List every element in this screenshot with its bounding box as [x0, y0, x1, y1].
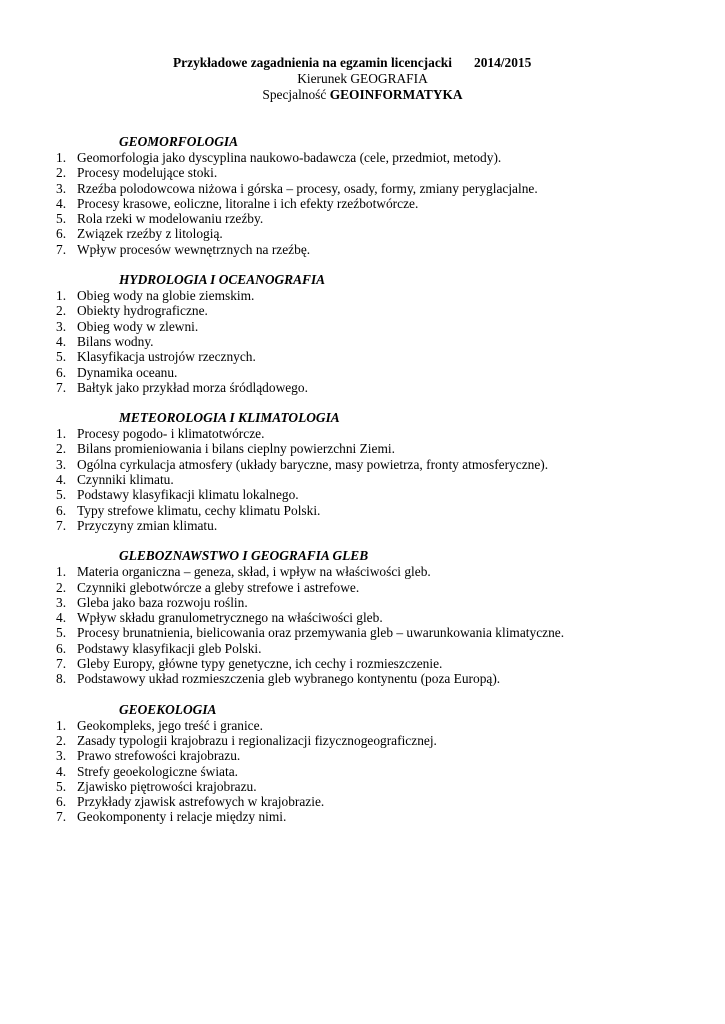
item-text: Klasyfikacja ustrojów rzecznych.: [77, 349, 256, 365]
item-text: Geomorfologia jako dyscyplina naukowo-badawcza (cele, przedmiot, metody).: [77, 150, 502, 165]
item-number: 2.: [56, 165, 67, 181]
list-item: [0, 319, 725, 334]
specialty-line: [0, 87, 725, 103]
item-number: 7.: [56, 809, 67, 825]
item-number: 1.: [56, 150, 67, 165]
item-number: 4.: [56, 472, 67, 488]
list-item: [0, 610, 725, 625]
section-title: GEOMORFOLOGIA: [119, 134, 239, 149]
list-item: [0, 349, 725, 364]
list-item: [0, 580, 725, 595]
item-text: Strefy geoekologiczne świata.: [77, 763, 239, 779]
list-item: [0, 809, 725, 824]
item-text: Dynamika oceanu.: [77, 364, 178, 380]
item-text: Bilans promieniowania i bilans cieplny powierzchni Ziemi.: [77, 441, 395, 457]
specialty-prefix: Specjalność: [262, 87, 330, 102]
list-item: [0, 211, 725, 226]
item-text: Procesy brunatnienia, bielicowania oraz przemywania gleb – uwarunkowania klimatyczne.: [77, 625, 565, 641]
item-text: Obieg wody w zlewni.: [77, 318, 199, 334]
item-number: 6.: [56, 794, 67, 810]
item-number: 4.: [56, 763, 67, 779]
title-line: [0, 55, 725, 71]
item-number: 8.: [56, 671, 67, 687]
academic-year: 2014/2015: [474, 55, 532, 70]
list-item: [0, 365, 725, 380]
specialty-name: GEOINFORMATYKA: [329, 87, 463, 102]
list-item: [0, 733, 725, 748]
item-text: Prawo strefowości krajobrazu.: [77, 748, 241, 764]
item-text: Procesy modelujące stoki.: [77, 165, 218, 181]
item-text: Wpływ procesów wewnętrznych na rzeźbę.: [77, 241, 311, 257]
item-number: 4.: [56, 610, 67, 626]
section-title: HYDROLOGIA I OCEANOGRAFIA: [119, 272, 326, 288]
item-number: 5.: [56, 349, 67, 365]
list-item: [0, 150, 725, 165]
list-item: [0, 671, 725, 686]
topic-section: [0, 702, 725, 825]
list-item: [0, 503, 725, 518]
item-number: 1.: [56, 717, 67, 733]
item-text: Zasady typologii krajobrazu i regionalizacji fizycznogeograficznej.: [77, 732, 437, 748]
topic-section: [0, 134, 725, 257]
list-item: [0, 564, 725, 579]
item-text: Przyczyny zmian klimatu.: [77, 517, 218, 533]
item-number: 6.: [56, 640, 67, 656]
topic-section: [0, 410, 725, 533]
list-item: [0, 595, 725, 610]
item-text: Związek rzeźby z litologią.: [77, 226, 223, 242]
item-text: Geokomponenty i relacje między nimi.: [77, 809, 287, 825]
item-text: Podstawy klasyfikacji klimatu lokalnego.: [77, 487, 299, 503]
item-text: Materia organiczna – geneza, skład, i wpływ na właściwości gleb.: [77, 564, 431, 580]
item-text: Procesy krasowe, eoliczne, litoralne i ich efekty rzeźbotwórcze.: [77, 195, 419, 211]
item-number: 4.: [56, 333, 67, 349]
item-number: 1.: [56, 426, 67, 442]
list-item: [0, 518, 725, 533]
list-item: [0, 487, 725, 502]
item-text: Zjawisko piętrowości krajobrazu.: [77, 778, 257, 794]
item-text: Procesy pogodo- i klimatotwórcze.: [77, 426, 265, 442]
item-number: 6.: [56, 226, 67, 242]
item-text: Gleby Europy, główne typy genetyczne, ich cechy i rozmieszczenie.: [77, 656, 443, 672]
list-item: [0, 226, 725, 241]
item-text: Bilans wodny.: [77, 333, 154, 349]
list-item: [0, 380, 725, 395]
item-number: 4.: [56, 195, 67, 211]
item-number: 6.: [56, 364, 67, 380]
item-number: 6.: [56, 502, 67, 518]
item-text: Wpływ składu granulometrycznego na właściwości gleb.: [77, 610, 383, 626]
section-title: GLEBOZNAWSTWO I GEOGRAFIA GLEB: [119, 548, 369, 564]
item-text: Bałtyk jako przykład morza śródlądowego.: [77, 379, 308, 395]
item-number: 1.: [56, 288, 67, 304]
list-item: [0, 181, 725, 196]
item-text: Geokompleks, jego treść i granice.: [77, 717, 263, 733]
item-number: 7.: [56, 241, 67, 257]
item-number: 5.: [56, 778, 67, 794]
document-title: Przykładowe zagadnienia na egzamin licencjacki: [173, 55, 452, 70]
list-item: [0, 718, 725, 733]
list-item: [0, 288, 725, 303]
item-number: 7.: [56, 379, 67, 395]
list-item: [0, 748, 725, 763]
item-text: Podstawowy układ rozmieszczenia gleb wybranego kontynentu (poza Europą).: [77, 671, 501, 687]
list-item: [0, 457, 725, 472]
item-number: 2.: [56, 303, 67, 319]
list-item: [0, 426, 725, 441]
item-number: 3.: [56, 318, 67, 334]
item-number: 5.: [56, 211, 67, 227]
item-number: 7.: [56, 656, 67, 672]
item-number: 5.: [56, 625, 67, 641]
section-title: GEOEKOLOGIA: [119, 701, 217, 717]
list-item: [0, 334, 725, 349]
topics-content: [0, 134, 725, 825]
list-item: [0, 441, 725, 456]
item-number: 7.: [56, 517, 67, 533]
list-item: [0, 779, 725, 794]
item-text: Przykłady zjawisk astrefowych w krajobrazie.: [77, 794, 325, 810]
list-item: [0, 641, 725, 656]
direction-line: Kierunek GEOGRAFIA: [297, 71, 428, 86]
section-title: METEOROLOGIA I KLIMATOLOGIA: [119, 410, 340, 426]
topic-section: [0, 272, 725, 395]
item-text: Rzeźba polodowcowa niżowa i górska – procesy, osady, formy, zmiany peryglacjalne.: [77, 180, 538, 196]
item-text: Czynniki glebotwórcze a gleby strefowe i astrefowe.: [77, 579, 360, 595]
list-item: [0, 196, 725, 211]
item-text: Podstawy klasyfikacji gleb Polski.: [77, 640, 262, 656]
item-text: Obiekty hydrograficzne.: [77, 303, 208, 319]
list-item: [0, 242, 725, 257]
list-item: [0, 472, 725, 487]
item-text: Ogólna cyrkulacja atmosfery (układy baryczne, masy powietrza, fronty atmosferyczne).: [77, 456, 549, 472]
list-item: [0, 165, 725, 180]
document-header: [0, 55, 725, 103]
list-item: [0, 303, 725, 318]
list-item: [0, 625, 725, 640]
item-text: Typy strefowe klimatu, cechy klimatu Polski.: [77, 502, 321, 518]
item-number: 5.: [56, 487, 67, 503]
item-number: 2.: [56, 441, 67, 457]
list-item: [0, 764, 725, 779]
item-text: Obieg wody na globie ziemskim.: [77, 288, 255, 304]
item-number: 2.: [56, 579, 67, 595]
topic-section: [0, 548, 725, 686]
item-number: 1.: [56, 564, 67, 580]
item-number: 2.: [56, 732, 67, 748]
item-number: 3.: [56, 748, 67, 764]
item-text: Czynniki klimatu.: [77, 472, 174, 488]
list-item: [0, 794, 725, 809]
item-number: 3.: [56, 456, 67, 472]
list-item: [0, 656, 725, 671]
item-text: Gleba jako baza rozwoju roślin.: [77, 594, 248, 610]
item-text: Rola rzeki w modelowaniu rzeźby.: [77, 211, 264, 227]
item-number: 3.: [56, 180, 67, 196]
item-number: 3.: [56, 594, 67, 610]
